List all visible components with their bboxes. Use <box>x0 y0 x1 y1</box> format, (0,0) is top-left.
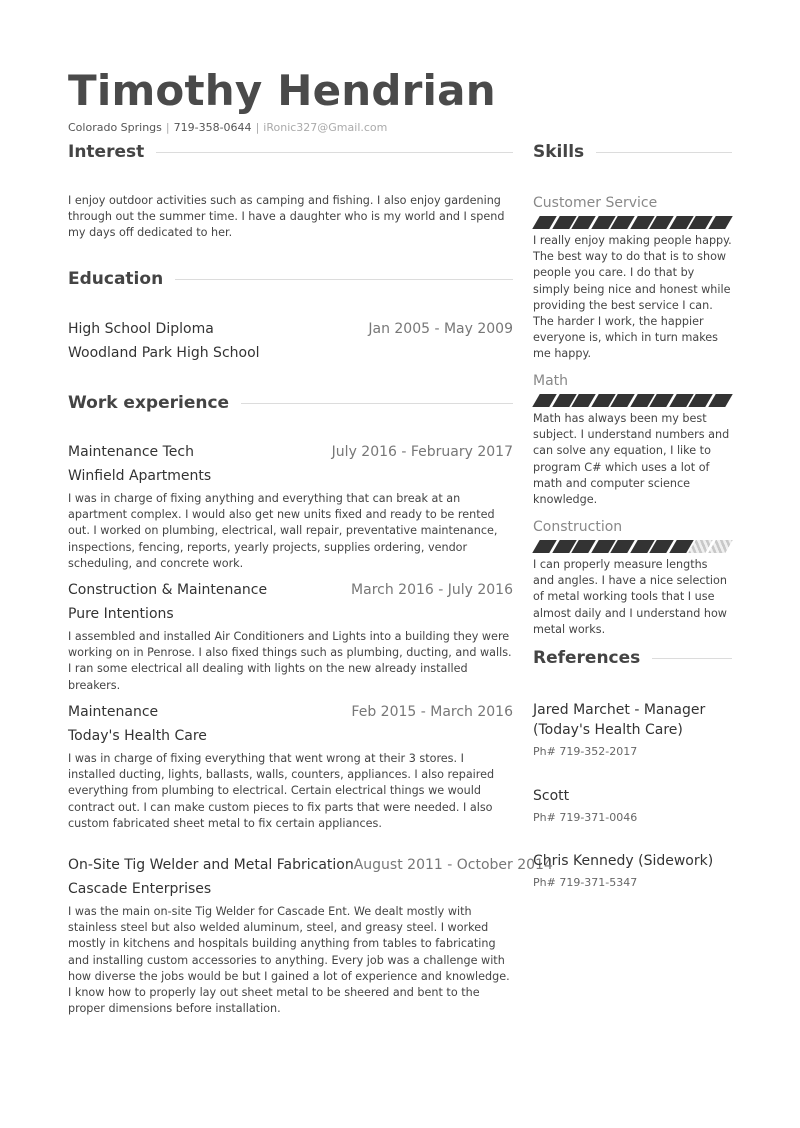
references-title: References <box>533 648 641 668</box>
work-section-header <box>68 393 513 413</box>
job-entry <box>68 444 513 460</box>
job-dates: August 2011 - October 2014 <box>353 857 553 873</box>
job-role: Maintenance Tech <box>68 444 194 460</box>
skill-level-bar <box>536 216 728 229</box>
skill-level-segment-empty <box>708 540 732 553</box>
job-role: Maintenance <box>68 704 159 720</box>
job-description: I was in charge of fixing anything and everything that can break at an apartment complex. I would also get new units fixed and ready to be rented out. I worked on plumbing, electrical, wall repair, preventative maintenance, inspections, fencing, reports, yearly projects, supplies ordering, vendor scheduling, and concrete work. <box>68 492 498 570</box>
skill-description: I can properly measure lengths and angles. I have a nice selection of metal working tools that I use almost daily and I understand how metal works. <box>533 558 727 636</box>
skill-description: I really enjoy making people happy. The best way to do that is to show people you care. I do that by simply being nice and honest while providing the best service I can. The harder I work, the happier everyone is, which in turn makes me happy. <box>533 234 732 361</box>
skills-title: Skills <box>533 142 585 162</box>
job-entry <box>68 704 513 720</box>
job-role: On-Site Tig Welder and Metal Fabrication <box>68 857 354 873</box>
job-dates: Feb 2015 - March 2016 <box>351 704 513 720</box>
contact-city: Colorado Springs <box>68 121 162 134</box>
skill-name: Construction <box>533 519 623 535</box>
reference-phone: Ph# 719-352-2017 <box>533 745 638 758</box>
skill-level-segment-filled <box>708 216 732 229</box>
job-description: I was the main on-site Tig Welder for Cascade Ent. We dealt mostly with stainless steel but also welded aluminum, steel, and greasy steel. I worked mostly in kitchens and hospitals building anything from tables to fabricating and installing custom accessories to anything. Every job was a challenge with how diverse the jobs would be but I gained a lot of experience and knowledge. I know how to properly lay out sheet metal to be sheered and bent to the proper dimensions before installation. <box>68 905 510 1016</box>
reference-phone: Ph# 719-371-0046 <box>533 811 638 824</box>
education-dates: Jan 2005 - May 2009 <box>368 321 513 337</box>
contact-line <box>68 121 387 134</box>
skills-section-header <box>533 142 732 162</box>
interest-title: Interest <box>68 142 145 162</box>
contact-email[interactable]: iRonic327@Gmail.com <box>263 121 388 134</box>
reference-name: Jared Marchet - Manager (Today's Health Care) <box>533 702 706 738</box>
work-title: Work experience <box>68 393 230 413</box>
education-title: Education <box>68 269 164 289</box>
education-entry <box>68 321 513 337</box>
skill-level-bar <box>536 394 728 407</box>
references-section-header <box>533 648 732 668</box>
interest-section-header <box>68 142 513 162</box>
skill-level-bar <box>536 540 728 553</box>
contact-separator: | <box>165 121 170 134</box>
reference-name: Scott <box>533 788 570 804</box>
section-divider <box>652 658 732 659</box>
education-school: Woodland Park High School <box>68 345 260 361</box>
section-divider <box>241 403 513 404</box>
job-dates: March 2016 - July 2016 <box>351 582 513 598</box>
skill-name: Math <box>533 373 569 389</box>
job-company: Pure Intentions <box>68 606 174 622</box>
interest-text: I enjoy outdoor activities such as camping and fishing. I also enjoy gardening through out the summer time. I have a daughter who is my world and I spend my days off dedicated to her. <box>68 194 505 240</box>
job-company: Cascade Enterprises <box>68 881 212 897</box>
contact-phone: 719-358-0644 <box>173 121 252 134</box>
skill-name: Customer Service <box>533 195 658 211</box>
section-divider <box>596 152 732 153</box>
job-entry <box>68 582 513 598</box>
reference-phone: Ph# 719-371-5347 <box>533 876 638 889</box>
section-divider <box>156 152 513 153</box>
candidate-name: Timothy Hendrian <box>68 66 496 115</box>
education-degree: High School Diploma <box>68 321 214 337</box>
job-description: I was in charge of fixing everything that went wrong at their 3 stores. I installed ducting, lights, ballasts, walls, counters, appliances. I also repaired everything from plumbing to electrical. Certain electrical things we would contract out. I can make custom pieces to fix parts that were needed. I also custom fabricated sheet metal to fix certain appliances. <box>68 752 495 830</box>
job-description: I assembled and installed Air Conditioners and Lights into a building they were working on in Penrose. I also fixed things such as plumbing, ducting, and walls. I ran some electrical all dealing with lights on the new already installed breakers. <box>68 630 512 692</box>
section-divider <box>175 279 513 280</box>
job-company: Today's Health Care <box>68 728 207 744</box>
skill-level-segment-filled <box>708 394 732 407</box>
skill-description: Math has always been my best subject. I understand numbers and can solve any equation, I like to program C# which uses a lot of math and computer science knowledge. <box>533 412 730 507</box>
contact-separator: | <box>255 121 260 134</box>
job-entry <box>68 857 553 873</box>
job-company: Winfield Apartments <box>68 468 212 484</box>
job-dates: July 2016 - February 2017 <box>331 444 513 460</box>
job-role: Construction & Maintenance <box>68 582 268 598</box>
reference-name: Chris Kennedy (Sidework) <box>533 853 714 869</box>
education-section-header <box>68 269 513 289</box>
